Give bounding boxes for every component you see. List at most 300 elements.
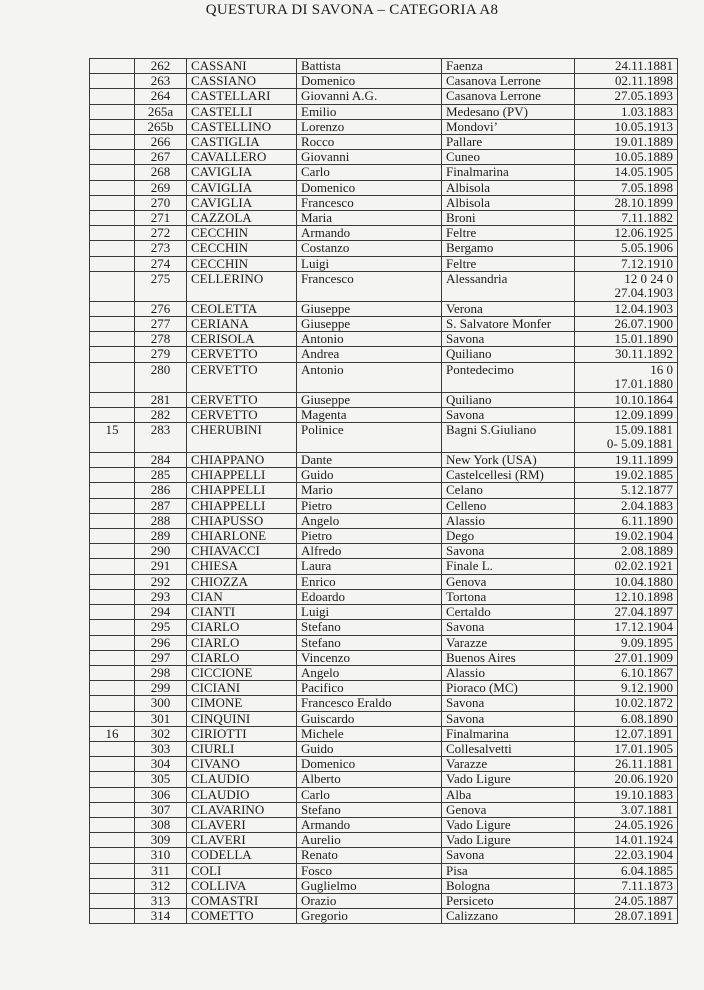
table-row xyxy=(90,711,678,726)
table-row xyxy=(90,605,678,620)
birth-date-cell xyxy=(575,787,678,802)
birthplace-text: Broni xyxy=(446,210,476,226)
first-name-cell xyxy=(297,362,442,392)
entry-number-cell xyxy=(135,605,187,620)
birthplace-cell xyxy=(442,211,575,226)
entry-number-text: 265b xyxy=(147,119,174,134)
birthplace-cell xyxy=(442,513,575,528)
entry-number-text: 294 xyxy=(150,604,171,620)
birth-date-cell xyxy=(575,650,678,665)
first-name-cell xyxy=(297,74,442,89)
birthplace-text: Savona xyxy=(446,619,485,635)
surname-text: CICIANI xyxy=(191,680,241,696)
surname-cell xyxy=(187,453,297,468)
birth-date-cell xyxy=(575,893,678,908)
surname-text: CHIAPPELLI xyxy=(191,498,266,513)
birth-date-text: 02.02.1921 xyxy=(614,558,673,574)
surname-text: CICCIONE xyxy=(191,665,253,680)
birthplace-cell xyxy=(442,74,575,89)
birth-date-text: 1.03.1883 xyxy=(621,104,673,119)
surname-cell xyxy=(187,635,297,650)
surname-cell xyxy=(187,271,297,301)
entry-number-text: 306 xyxy=(150,787,171,802)
surname-text: CHIARLONE xyxy=(191,528,267,544)
entry-number-text: 299 xyxy=(150,680,171,696)
birth-date-text: 12.10.1898 xyxy=(614,589,673,604)
group-number-cell xyxy=(90,332,135,347)
entry-number-cell xyxy=(135,787,187,802)
group-number-cell xyxy=(90,848,135,863)
birth-date-cell xyxy=(575,89,678,104)
surname-text: CIARLO xyxy=(191,650,240,665)
first-name-text: Pietro xyxy=(301,498,333,513)
first-name-text: Guiscardo xyxy=(301,711,355,726)
surname-cell xyxy=(187,544,297,559)
first-name-cell xyxy=(297,529,442,544)
entry-number-text: 268 xyxy=(150,164,171,180)
birthplace-cell xyxy=(442,89,575,104)
entry-number-text: 305 xyxy=(150,771,171,787)
first-name-cell xyxy=(297,89,442,104)
entry-number-cell xyxy=(135,256,187,271)
first-name-text: Antonio xyxy=(301,331,344,347)
surname-cell xyxy=(187,89,297,104)
table-row xyxy=(90,423,678,453)
birthplace-text: Celleno xyxy=(446,498,487,513)
first-name-cell xyxy=(297,453,442,468)
first-name-cell xyxy=(297,195,442,210)
surname-cell xyxy=(187,802,297,817)
birth-date-cell xyxy=(575,863,678,878)
birth-date-cell xyxy=(575,104,678,119)
first-name-text: Mario xyxy=(301,482,333,498)
birth-date-text: 10.05.1889 xyxy=(614,149,673,165)
birth-date-cell xyxy=(575,347,678,362)
surname-text: CAVIGLIA xyxy=(191,180,253,195)
birthplace-cell xyxy=(442,150,575,165)
group-number-cell xyxy=(90,726,135,741)
entry-number-cell xyxy=(135,119,187,134)
table-row xyxy=(90,150,678,165)
first-name-text: Stefano xyxy=(301,635,341,650)
surname-text: CERVETTO xyxy=(191,392,258,407)
birthplace-cell xyxy=(442,833,575,848)
first-name-cell xyxy=(297,817,442,832)
birth-date-cell xyxy=(575,423,678,453)
first-name-cell xyxy=(297,332,442,347)
table-row xyxy=(90,681,678,696)
first-name-text: Francesco xyxy=(301,195,354,210)
birth-date-text: 14.01.1924 xyxy=(614,832,673,848)
birth-date-text: 5.12.1877 xyxy=(621,482,673,498)
group-number-cell xyxy=(90,180,135,195)
entry-number-text: 276 xyxy=(150,301,171,316)
surname-cell xyxy=(187,59,297,74)
birth-date-text: 22.03.1904 xyxy=(614,847,673,863)
birthplace-cell xyxy=(442,544,575,559)
birthplace-text: Finale L. xyxy=(446,558,493,574)
birth-date-text: 5.05.1906 xyxy=(621,240,673,256)
birth-date-cell xyxy=(575,696,678,711)
surname-text: COMASTRI xyxy=(191,893,259,908)
birthplace-text: Savona xyxy=(446,711,485,726)
birth-date-text: 19.11.1899 xyxy=(614,452,673,468)
birthplace-cell xyxy=(442,362,575,392)
birthplace-cell xyxy=(442,180,575,195)
entry-number-text: 300 xyxy=(150,695,171,711)
first-name-text: Edoardo xyxy=(301,589,346,604)
table-row xyxy=(90,817,678,832)
group-number-cell xyxy=(90,317,135,332)
birth-date-cell xyxy=(575,589,678,604)
entry-number-text: 267 xyxy=(150,149,171,165)
birthplace-text: Genova xyxy=(446,574,487,589)
surname-text: CIARLO xyxy=(191,619,240,635)
entry-number-text: 304 xyxy=(150,756,171,772)
birth-date-text: 9.09.1895 xyxy=(621,635,673,650)
group-number-cell xyxy=(90,513,135,528)
surname-text: CIARLO xyxy=(191,635,240,650)
entry-number-cell xyxy=(135,589,187,604)
first-name-text: Andrea xyxy=(301,346,340,362)
entry-number-cell xyxy=(135,665,187,680)
table-row xyxy=(90,332,678,347)
entry-number-text: 277 xyxy=(150,316,171,332)
entry-number-cell xyxy=(135,483,187,498)
first-name-cell xyxy=(297,180,442,195)
surname-text: CASTELLARI xyxy=(191,88,271,104)
surname-cell xyxy=(187,741,297,756)
birthplace-text: Cuneo xyxy=(446,149,480,165)
surname-text: CECCHIN xyxy=(191,225,249,241)
birth-date-cell xyxy=(575,817,678,832)
birthplace-cell xyxy=(442,817,575,832)
table-row xyxy=(90,878,678,893)
group-number-cell xyxy=(90,833,135,848)
first-name-cell xyxy=(297,271,442,301)
first-name-text: Antonio xyxy=(301,362,344,377)
group-number-cell xyxy=(90,135,135,150)
group-number-cell xyxy=(90,104,135,119)
surname-text: COMETTO xyxy=(191,908,254,924)
birth-date-cell xyxy=(575,711,678,726)
birth-date-text: 15.01.1890 xyxy=(614,331,673,347)
entry-number-cell xyxy=(135,757,187,772)
birth-date-text: 12 0 24 0 xyxy=(624,271,673,286)
entry-number-cell xyxy=(135,150,187,165)
first-name-text: Michele xyxy=(301,726,344,741)
surname-cell xyxy=(187,665,297,680)
table-row xyxy=(90,893,678,908)
birth-date-cell xyxy=(575,59,678,74)
surname-cell xyxy=(187,757,297,772)
birth-date-text: 6.11.1890 xyxy=(621,513,673,528)
group-number-cell xyxy=(90,498,135,513)
surname-cell xyxy=(187,211,297,226)
surname-text: CASSIANO xyxy=(191,73,257,89)
surname-cell xyxy=(187,893,297,908)
birth-date-cell xyxy=(575,741,678,756)
surname-cell xyxy=(187,165,297,180)
birthplace-text: Medesano (PV) xyxy=(446,104,528,119)
birth-date-text: 14.05.1905 xyxy=(614,164,673,180)
surname-cell xyxy=(187,711,297,726)
surname-text: CLAVERI xyxy=(191,817,246,832)
table-row xyxy=(90,89,678,104)
birth-date-cell xyxy=(575,833,678,848)
surname-cell xyxy=(187,468,297,483)
entry-number-text: 302 xyxy=(150,726,171,741)
birthplace-cell xyxy=(442,529,575,544)
surname-cell xyxy=(187,241,297,256)
first-name-text: Francesco Eraldo xyxy=(301,695,392,711)
birth-date-text: 24.05.1887 xyxy=(614,893,673,908)
birthplace-text: Pallare xyxy=(446,134,483,150)
first-name-text: Carlo xyxy=(301,164,330,180)
surname-text: CHIESA xyxy=(191,558,238,574)
first-name-text: Giovanni A.G. xyxy=(301,88,378,104)
birth-date-text: 30.11.1892 xyxy=(614,346,673,362)
birth-date-cell xyxy=(575,165,678,180)
birthplace-text: Pisa xyxy=(446,863,468,878)
surname-cell xyxy=(187,817,297,832)
entry-number-text: 278 xyxy=(150,331,171,347)
first-name-cell xyxy=(297,150,442,165)
entry-number-cell xyxy=(135,453,187,468)
birth-date-cell xyxy=(575,362,678,392)
surname-cell xyxy=(187,104,297,119)
group-number-cell xyxy=(90,347,135,362)
birth-date-text: 6.08.1890 xyxy=(621,711,673,726)
surname-cell xyxy=(187,574,297,589)
table-row xyxy=(90,195,678,210)
entry-number-text: 293 xyxy=(150,589,171,604)
surname-cell xyxy=(187,650,297,665)
birthplace-cell xyxy=(442,772,575,787)
first-name-text: Carlo xyxy=(301,787,330,802)
birth-date-cell xyxy=(575,726,678,741)
surname-cell xyxy=(187,483,297,498)
surname-cell xyxy=(187,696,297,711)
group-number-cell xyxy=(90,529,135,544)
birthplace-text: S. Salvatore Monfer xyxy=(446,316,552,332)
first-name-text: Luigi xyxy=(301,256,330,271)
entry-number-cell xyxy=(135,893,187,908)
group-number-cell xyxy=(90,89,135,104)
first-name-cell xyxy=(297,741,442,756)
group-number-cell xyxy=(90,256,135,271)
entry-number-cell xyxy=(135,362,187,392)
table-row xyxy=(90,226,678,241)
first-name-text: Magenta xyxy=(301,407,347,422)
first-name-text: Alberto xyxy=(301,771,341,787)
group-number-cell xyxy=(90,392,135,407)
birth-date-cell xyxy=(575,256,678,271)
birth-date-text: 12.04.1903 xyxy=(614,301,673,316)
group-number-cell xyxy=(90,241,135,256)
surname-text: CIMONE xyxy=(191,695,243,711)
birthplace-cell xyxy=(442,241,575,256)
birthplace-text: Calizzano xyxy=(446,908,498,924)
birth-date-cell xyxy=(575,848,678,863)
table-row xyxy=(90,271,678,301)
birthplace-text: Quiliano xyxy=(446,392,492,407)
group-number-cell xyxy=(90,74,135,89)
entry-number-cell xyxy=(135,802,187,817)
entry-number-text: 288 xyxy=(150,513,171,528)
table-row xyxy=(90,650,678,665)
table-row xyxy=(90,513,678,528)
first-name-cell xyxy=(297,833,442,848)
table-row xyxy=(90,802,678,817)
birthplace-text: Savona xyxy=(446,331,485,347)
birthplace-text: Varazze xyxy=(446,635,488,650)
birth-date-text: 6.04.1885 xyxy=(621,863,673,878)
entry-number-cell xyxy=(135,392,187,407)
surname-text: CIANTI xyxy=(191,604,236,620)
first-name-cell xyxy=(297,165,442,180)
group-number-cell xyxy=(90,407,135,422)
group-number-cell xyxy=(90,650,135,665)
surname-cell xyxy=(187,347,297,362)
surname-cell xyxy=(187,362,297,392)
group-number-cell xyxy=(90,787,135,802)
surname-text: CAVIGLIA xyxy=(191,164,253,180)
surname-cell xyxy=(187,589,297,604)
first-name-text: Angelo xyxy=(301,513,340,528)
birthplace-text: Dego xyxy=(446,528,475,544)
group-number-cell xyxy=(90,772,135,787)
group-number-cell xyxy=(90,893,135,908)
table-row xyxy=(90,453,678,468)
birthplace-text: Certaldo xyxy=(446,604,491,620)
first-name-cell xyxy=(297,59,442,74)
first-name-cell xyxy=(297,878,442,893)
table-row xyxy=(90,574,678,589)
entry-number-text: 286 xyxy=(150,482,171,498)
birth-date-text: 27.05.1893 xyxy=(614,88,673,104)
birthplace-cell xyxy=(442,574,575,589)
birth-date-text: 12.06.1925 xyxy=(614,225,673,241)
table-row xyxy=(90,589,678,604)
birthplace-cell xyxy=(442,605,575,620)
birth-date-text: 02.11.1898 xyxy=(614,73,673,89)
birth-date-text: 12.07.1891 xyxy=(614,726,673,741)
table-row xyxy=(90,74,678,89)
entry-number-cell xyxy=(135,332,187,347)
surname-cell xyxy=(187,605,297,620)
surname-text: COLI xyxy=(191,863,222,878)
entry-number-cell xyxy=(135,104,187,119)
birth-date-cell xyxy=(575,878,678,893)
birthplace-cell xyxy=(442,317,575,332)
group-number-cell xyxy=(90,301,135,316)
birth-date-cell xyxy=(575,241,678,256)
surname-text: CERVETTO xyxy=(191,346,258,362)
birth-date-cell xyxy=(575,772,678,787)
birthplace-cell xyxy=(442,650,575,665)
surname-text: CAZZOLA xyxy=(191,210,252,226)
birthplace-cell xyxy=(442,423,575,453)
birth-date-cell xyxy=(575,468,678,483)
surname-cell xyxy=(187,498,297,513)
birthplace-cell xyxy=(442,226,575,241)
birthplace-text: Verona xyxy=(446,301,483,316)
table-row xyxy=(90,726,678,741)
entry-number-text: 290 xyxy=(150,543,171,559)
entry-number-text: 279 xyxy=(150,346,171,362)
first-name-text: Alfredo xyxy=(301,543,342,559)
birth-date-cell xyxy=(575,332,678,347)
birthplace-cell xyxy=(442,392,575,407)
group-number-cell xyxy=(90,59,135,74)
group-number-cell xyxy=(90,620,135,635)
birth-date-text: 7.05.1898 xyxy=(621,180,673,195)
birth-date-text: 26.07.1900 xyxy=(614,316,673,332)
birthplace-text: Savona xyxy=(446,695,485,711)
birth-date-cell xyxy=(575,211,678,226)
birthplace-text: Castelcellesi (RM) xyxy=(446,467,544,483)
table-row xyxy=(90,468,678,483)
birth-date-text: 10.04.1880 xyxy=(614,574,673,589)
surname-text: CIURLI xyxy=(191,741,235,756)
group-number-cell xyxy=(90,165,135,180)
first-name-text: Stefano xyxy=(301,802,341,817)
first-name-cell xyxy=(297,787,442,802)
entry-number-text: 264 xyxy=(150,88,171,104)
first-name-text: Fosco xyxy=(301,863,333,878)
birth-date-text: 19.02.1904 xyxy=(614,528,673,544)
table-row xyxy=(90,165,678,180)
group-number-cell xyxy=(90,757,135,772)
table-row xyxy=(90,848,678,863)
birthplace-cell xyxy=(442,681,575,696)
birth-date-text: 17.01.1905 xyxy=(614,741,673,756)
entry-number-cell xyxy=(135,711,187,726)
surname-text: CHIAVACCI xyxy=(191,543,260,559)
surname-cell xyxy=(187,256,297,271)
birthplace-cell xyxy=(442,711,575,726)
first-name-text: Vincenzo xyxy=(301,650,351,665)
birth-date-cell xyxy=(575,498,678,513)
table-row xyxy=(90,772,678,787)
table-row xyxy=(90,741,678,756)
surname-cell xyxy=(187,909,297,924)
birthplace-text: Alessandria xyxy=(446,271,508,286)
table-row xyxy=(90,696,678,711)
first-name-cell xyxy=(297,848,442,863)
surname-cell xyxy=(187,423,297,453)
birth-date-text: 2.04.1883 xyxy=(621,498,673,513)
birthplace-cell xyxy=(442,635,575,650)
first-name-cell xyxy=(297,256,442,271)
surname-text: CHIAPUSSO xyxy=(191,513,264,528)
entry-number-cell xyxy=(135,59,187,74)
group-number-cell xyxy=(90,226,135,241)
first-name-text: Giuseppe xyxy=(301,316,351,332)
birth-date-cell xyxy=(575,665,678,680)
entry-number-text: 281 xyxy=(150,392,171,407)
birth-date-cell xyxy=(575,119,678,134)
group-number-cell xyxy=(90,665,135,680)
birthplace-cell xyxy=(442,498,575,513)
first-name-text: Luigi xyxy=(301,604,330,620)
birth-date-cell xyxy=(575,317,678,332)
entry-number-text: 311 xyxy=(150,863,171,878)
table-row xyxy=(90,863,678,878)
entry-number-text: 313 xyxy=(150,893,171,908)
entry-number-text: 265a xyxy=(147,104,174,119)
